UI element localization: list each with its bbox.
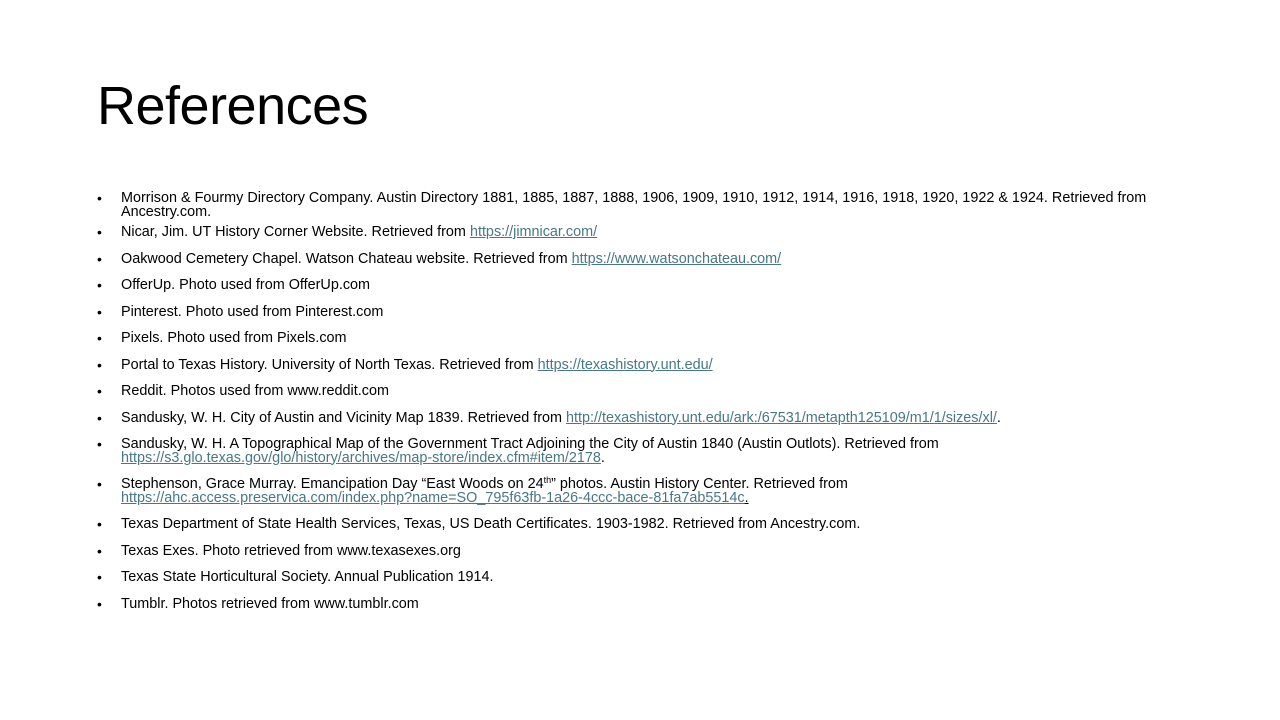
reference-text: ” photos. Austin History Center. Retrieved from	[551, 476, 848, 492]
bullet: •	[97, 542, 102, 559]
bullet: •	[97, 303, 102, 320]
bullet: •	[97, 595, 102, 612]
reference-item	[97, 303, 1182, 320]
bullet: •	[97, 356, 102, 373]
reference-link[interactable]: https://www.watsonchateau.com/	[571, 250, 782, 267]
bullet: •	[97, 383, 102, 399]
bullet: •	[97, 190, 102, 206]
reference-link[interactable]: https://s3.glo.texas.gov/glo/history/archives/map-store/index.cfm#item/2178	[121, 449, 601, 466]
reference-item	[97, 542, 1182, 559]
reference-link[interactable]: https://ahc.access.preservica.com/index.php?name=SO_795f63fb-1a26-4ccc-bace-81fa7ab5514c	[121, 489, 745, 506]
reference-link[interactable]: https://texashistory.unt.edu/	[537, 356, 713, 373]
reference-text: Pixels. Photo used from Pixels.com	[121, 330, 347, 346]
reference-text: OfferUp. Photo used from OfferUp.com	[121, 277, 371, 293]
reference-item	[97, 385, 1182, 399]
reference-text: Nicar, Jim. UT History Corner Website. Retrieved from	[121, 224, 470, 240]
superscript: th	[543, 475, 552, 485]
reference-text: Reddit. Photos used from www.reddit.com	[121, 383, 389, 399]
bullet: •	[97, 277, 102, 293]
bullet: •	[97, 250, 102, 267]
bullet: •	[97, 476, 102, 492]
reference-punctuation: .	[996, 409, 1001, 426]
reference-text: Sandusky, W. H. City of Austin and Vicinity Map 1839. Retrieved from	[121, 409, 566, 426]
reference-text: Stephenson, Grace Murray. Emancipation Day “East Woods on 24	[121, 476, 544, 492]
reference-item	[97, 192, 1182, 219]
reference-item	[97, 356, 1182, 373]
bullet: •	[97, 409, 102, 426]
bullet: •	[97, 569, 102, 585]
bullet: •	[97, 330, 102, 346]
bullet: •	[97, 516, 102, 532]
reference-item	[97, 279, 1182, 293]
reference-item	[97, 571, 1182, 585]
reference-link[interactable]: http://texashistory.unt.edu/ark:/67531/metapth125109/m1/1/sizes/xl/	[565, 409, 997, 426]
bullet: •	[97, 436, 102, 452]
reference-punctuation: .	[744, 489, 749, 506]
reference-text: Morrison & Fourmy Directory Company. Austin Directory 1881, 1885, 1887, 1888, 1906, 1909, 1910, 1912, 1914, 1916, 1918, 1920, 1922 & 1924. Retrieved from Ancestry.com.	[121, 190, 1147, 220]
reference-item	[97, 409, 1182, 426]
reference-text: Portal to Texas History. University of North Texas. Retrieved from	[121, 356, 538, 373]
slide-title: References	[97, 76, 369, 136]
reference-text: Texas Exes. Photo retrieved from www.texasexes.org	[121, 542, 461, 559]
reference-item	[97, 475, 931, 506]
references-list	[97, 192, 1182, 611]
reference-item	[97, 332, 1182, 346]
reference-text: Texas State Horticultural Society. Annual Publication 1914.	[121, 569, 494, 585]
reference-text: Pinterest. Photo used from Pinterest.com	[121, 303, 384, 320]
reference-text: Oakwood Cemetery Chapel. Watson Chateau website. Retrieved from	[121, 250, 572, 267]
reference-text: Tumblr. Photos retrieved from www.tumblr.com	[121, 595, 419, 612]
reference-item	[97, 595, 1182, 612]
reference-item	[97, 518, 1182, 532]
reference-item	[97, 226, 1182, 240]
reference-text: Texas Department of State Health Services, Texas, US Death Certificates. 1903-1982. Retrieved from Ancestry.com.	[121, 516, 861, 532]
reference-text: Sandusky, W. H. A Topographical Map of the Government Tract Adjoining the City of Austin 1840 (Austin Outlots). Retrieved from	[121, 436, 939, 452]
reference-link[interactable]: https://jimnicar.com/	[469, 224, 598, 240]
reference-punctuation: .	[600, 449, 605, 466]
reference-item	[97, 438, 981, 465]
bullet: •	[97, 224, 102, 240]
reference-item	[97, 250, 1182, 267]
